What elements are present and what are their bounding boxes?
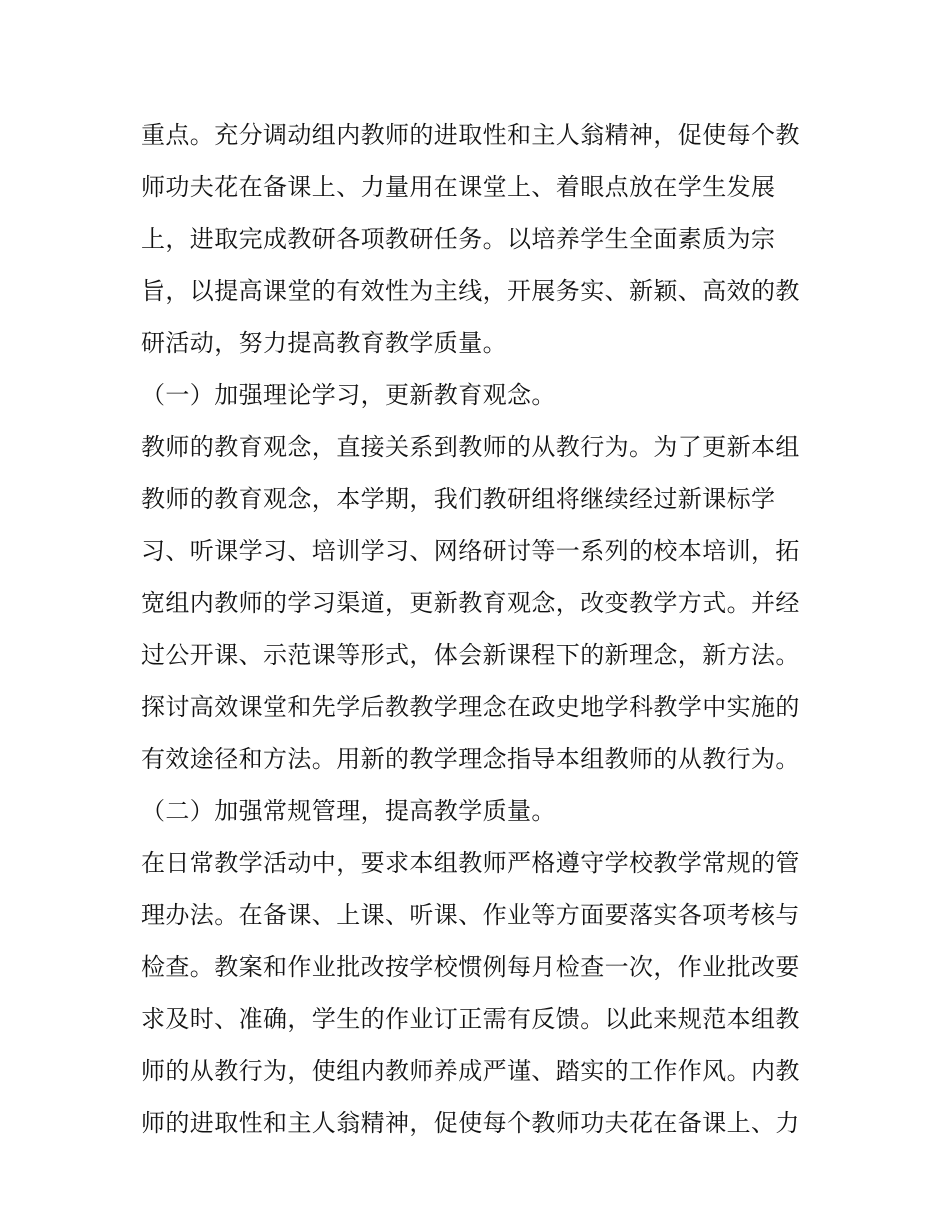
text-line: 求及时、准确，学生的作业订正需有反馈。以此来规范本组教: [141, 1005, 800, 1033]
text-line: 过公开课、示范课等形式，体会新课程下的新理念，新方法。: [141, 641, 800, 669]
section-heading-1: （一）加强理论学习，更新教育观念。: [141, 381, 556, 409]
section-heading-2: （二）加强常规管理，提高教学质量。: [141, 797, 556, 825]
text-line: 教师的教育观念，直接关系到教师的从教行为。为了更新本组: [141, 433, 800, 461]
text-line: 师的从教行为，使组内教师养成严谨、踏实的工作作风。内教: [141, 1057, 800, 1085]
text-line: 检查。教案和作业批改按学校惯例每月检查一次，作业批改要: [141, 953, 800, 981]
text-line: 师的进取性和主人翁精神，促使每个教师功夫花在备课上、力: [141, 1109, 800, 1137]
text-line: 宽组内教师的学习渠道，更新教育观念，改变教学方式。并经: [141, 589, 800, 617]
text-line: 研活动，努力提高教育教学质量。: [141, 329, 507, 357]
document-body: [141, 109, 813, 1149]
text-line: 师功夫花在备课上、力量用在课堂上、着眼点放在学生发展: [141, 173, 776, 201]
text-line: 重点。充分调动组内教师的进取性和主人翁精神，促使每个教: [141, 121, 800, 149]
text-line: 习、听课学习、培训学习、网络研讨等一系列的校本培训，拓: [141, 537, 800, 565]
text-line: 上，进取完成教研各项教研任务。以培养学生全面素质为宗: [141, 225, 776, 253]
text-line: 旨，以提高课堂的有效性为主线，开展务实、新颖、高效的教: [141, 277, 800, 305]
text-line: 在日常教学活动中，要求本组教师严格遵守学校教学常规的管: [141, 849, 800, 877]
text-line: 教师的教育观念，本学期，我们教研组将继续经过新课标学: [141, 485, 776, 513]
text-line: 理办法。在备课、上课、听课、作业等方面要落实各项考核与: [141, 901, 800, 929]
text-line: 有效途径和方法。用新的教学理念指导本组教师的从教行为。: [141, 745, 800, 773]
text-line: 探讨高效课堂和先学后教教学理念在政史地学科教学中实施的: [141, 693, 800, 721]
